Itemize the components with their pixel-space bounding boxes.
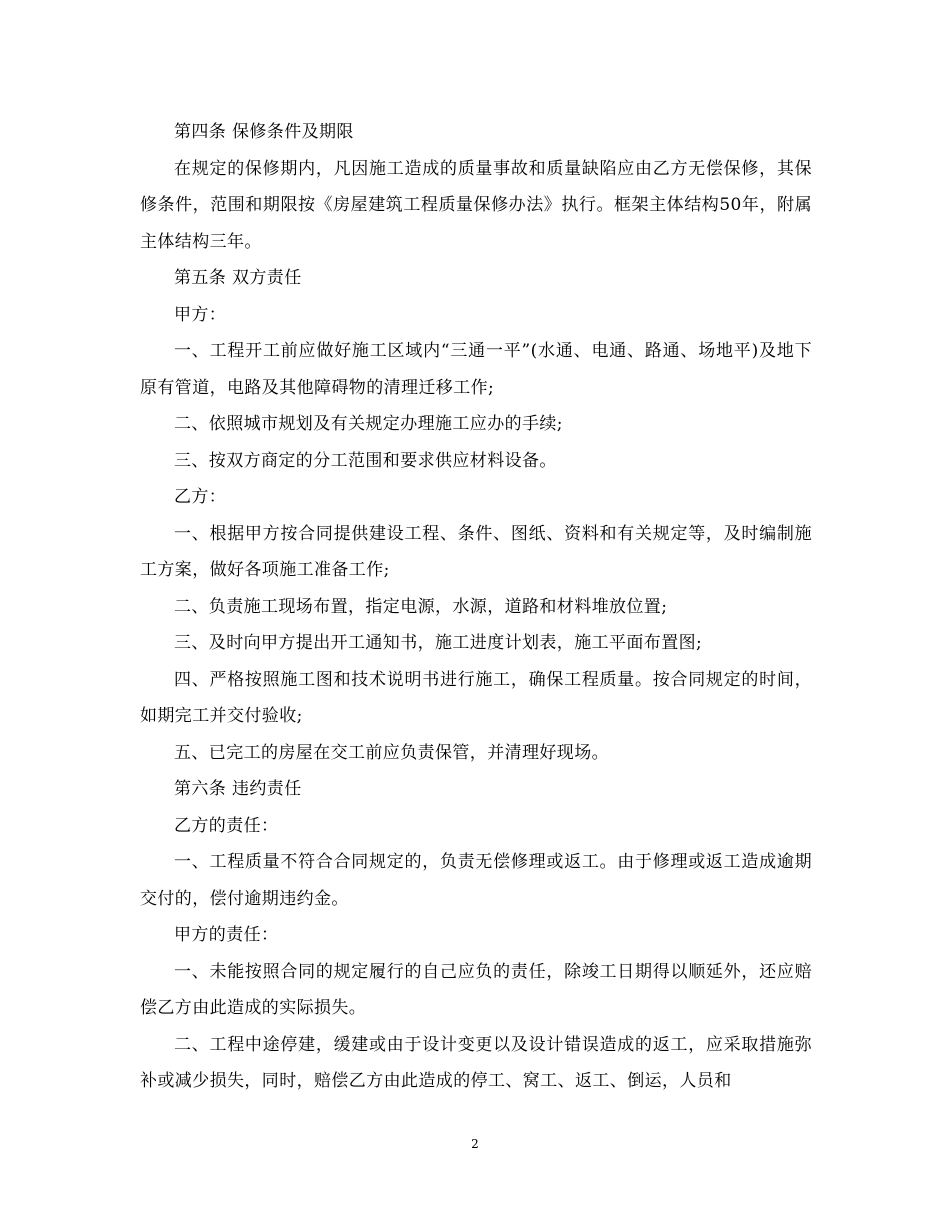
party-b-item-4: 四、严格按照施工图和技术说明书进行施工，确保工程质量。按合同规定的时间，如期完工并交付验收; — [140, 669, 812, 726]
page-number: 2 — [471, 1137, 479, 1151]
article-6-heading: 第六条 违约责任 — [174, 779, 302, 799]
article-4-heading: 第四条 保修条件及期限 — [174, 122, 354, 142]
party-b-item-5: 五、已完工的房屋在交工前应负责保管，并清理好现场。 — [174, 742, 609, 763]
party-a-liability-label: 甲方的责任： — [174, 925, 279, 945]
party-a-liability-item-2: 二、工程中途停建，缓建或由于设计变更以及设计错误造成的返工，应采取措施弥补或减少损失，同时，赔偿乙方由此造成的停工、窝工、返工、倒运，人员和 — [140, 1034, 812, 1091]
article-4-text: 在规定的保修期内，凡因施工造成的质量事故和质量缺陷应由乙方无偿保修，其保修条件，范围和期限按《房屋建筑工程质量保修办法》执行。框架主体结构50年，附属主体结构三年。 — [140, 158, 812, 252]
document-body — [140, 114, 812, 1100]
party-b-item-3: 三、及时向甲方提出开工通知书，施工进度计划表，施工平面布置图; — [174, 633, 703, 653]
party-b-item-2: 二、负责施工现场布置，指定电源，水源，道路和材料堆放位置; — [174, 596, 668, 617]
party-a-item-3: 三、按双方商定的分工范围和要求供应材料设备。 — [174, 450, 557, 471]
party-a-item-1: 一、工程开工前应做好施工区域内“三通一平”(水通、电通、路通、场地平)及地下原有管道，电路及其他障碍物的清理迁移工作; — [140, 341, 812, 398]
party-b-liability-item-1: 一、工程质量不符合合同规定的，负责无偿修理或返工。由于修理或返工造成逾期交付的，偿付逾期违约金。 — [140, 852, 812, 909]
party-a-label: 甲方： — [174, 304, 227, 325]
party-b-liability-label: 乙方的责任： — [174, 815, 279, 836]
party-a-liability-item-1: 一、未能按照合同的规定履行的自己应负的责任，除竣工日期得以顺延外，还应赔偿乙方由此造成的实际损失。 — [140, 961, 812, 1018]
article-5-heading: 第五条 双方责任 — [174, 268, 302, 288]
party-b-item-1: 一、根据甲方按合同提供建设工程、条件、图纸、资料和有关规定等，及时编制施工方案，做好各项施工准备工作; — [140, 523, 812, 580]
party-a-item-2: 二、依照城市规划及有关规定办理施工应办的手续; — [174, 414, 563, 434]
party-b-label: 乙方： — [174, 487, 227, 507]
